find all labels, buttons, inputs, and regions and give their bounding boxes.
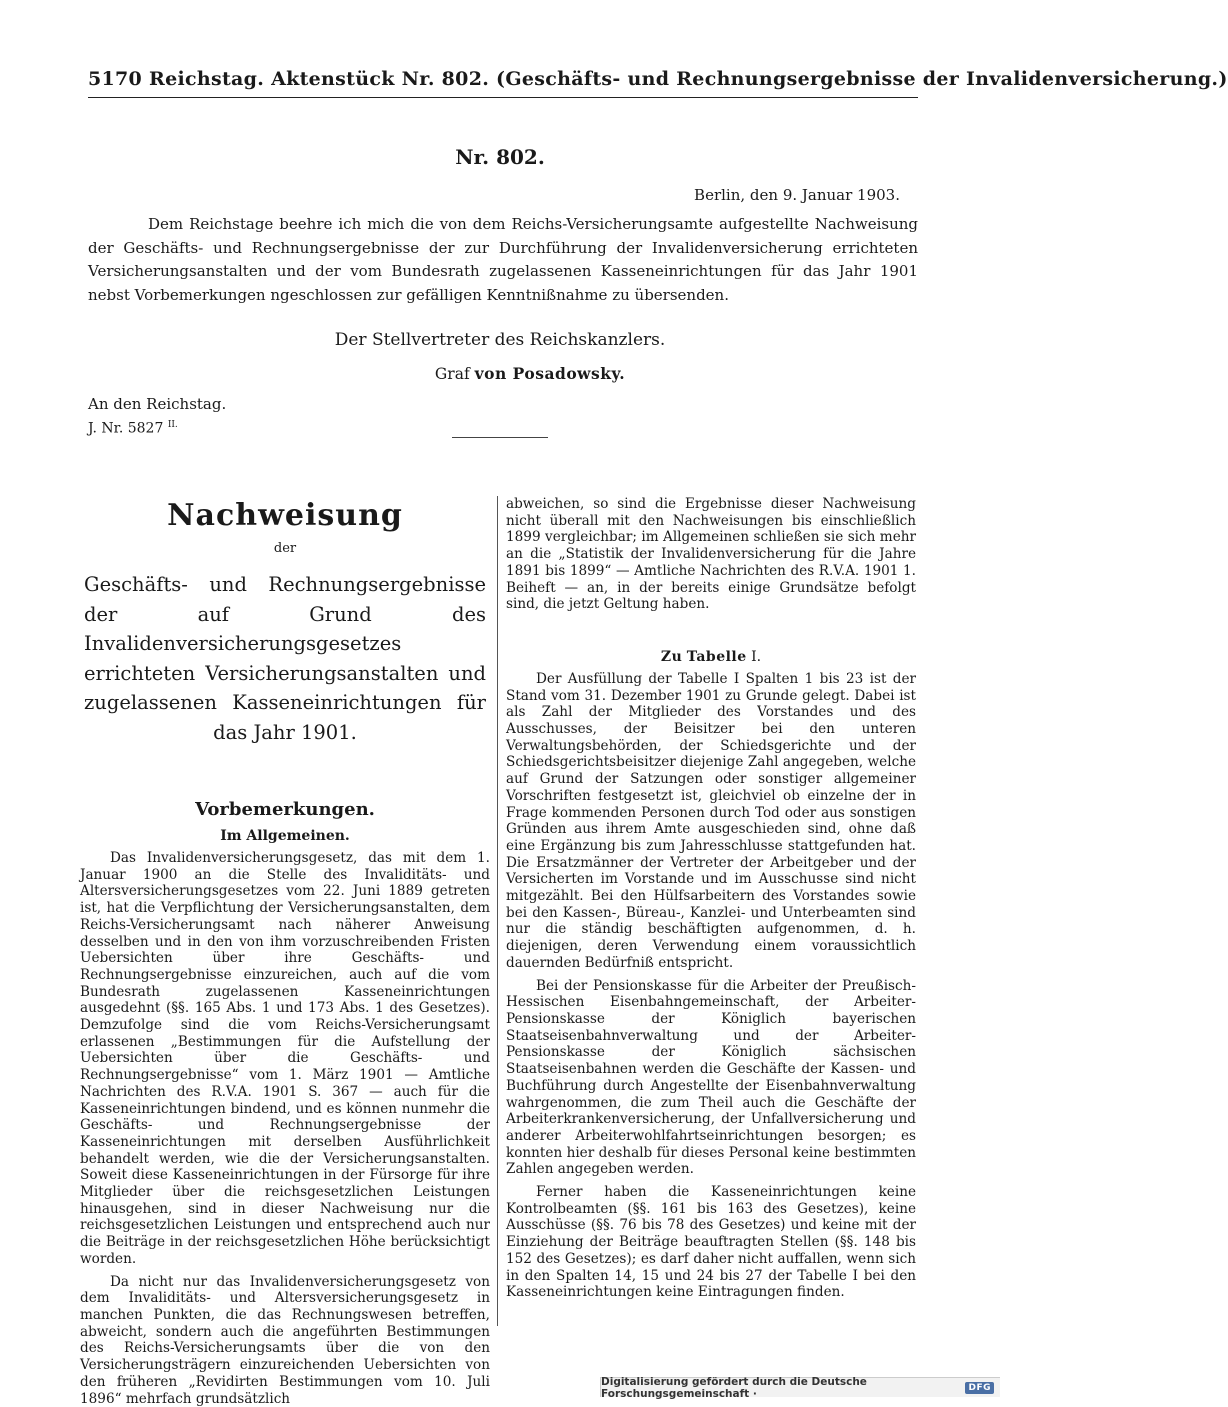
digitization-footer	[600, 1375, 1000, 1400]
separator-rule	[452, 437, 548, 438]
paragraph-2-continued: abweichen, so sind die Ergebnisse dieser Nachweisung nicht überall mit den Nachweisungen bis einschließlich 1899 vergleichbar; im Allgemeinen schließen sie sich mehr an die „Statistik der Invalidenversicherung für die Jahre 1891 bis 1899“ — Amtliche Nachrichten des R.V.A. 1901 1. Beiheft — an, in der bereits einige Grundsätze befolgt sind, die jetzt Geltung haben.	[506, 496, 916, 613]
signer-title: Der Stellvertreter des Reichskanzlers.	[334, 330, 666, 350]
paragraph-2: Da nicht nur das Invalidenversicherungsgesetz von dem Invaliditäts- und Altersversicherungsgesetz in manchen Punkten, die das Rechnungswesen betreffen, abweicht, sondern auch die angeführten Bestimmungen des Reichs-Versicherungsamts über die von den Versicherungsträgern einzureichenden Uebersichten von den früheren „Revidirten Bestimmungen vom 10. Juli 1896“ mehrfach grundsätzlich	[80, 1273, 490, 1407]
recipient: An den Reichstag.	[88, 395, 227, 413]
running-header: 5170 Reichstag. Aktenstück Nr. 802. (Geschäfts- und Rechnungsergebnisse der Invalidenversicherung.)	[88, 68, 1228, 90]
footer-text: Digitalisierung gefördert durch die Deutsche Forschungsgemeinschaft ·	[601, 1375, 867, 1400]
section-heading-number: I.	[751, 648, 762, 665]
left-column	[80, 496, 490, 1407]
section-heading-prefix: Zu	[660, 648, 683, 665]
dfg-logo-icon: DFG	[965, 1382, 994, 1394]
paragraph-3: Der Ausfüllung der Tabelle I Spalten 1 bis 23 ist der Stand vom 31. Dezember 1901 zu Grunde gelegt. Dabei ist als Zahl der Mitglieder des Vorstandes und des Ausschusses, der Beisitzer bei den unteren Verwaltungsbehörden, der Schiedsgerichte und der Schiedsgerichtsbeisitzer diejenige Zahl angegeben, welche auf Grund der Satzungen oder sonstiger allgemeiner Vorschriften festgesetzt ist, gleichviel ob einzelne der in Frage kommenden Personen durch Tod oder aus sonstigen Gründen aus ihrem Amte ausgeschieden sind, ohne daß eine Ergänzung bis zum Jahresschlusse stattgefunden hat. Die Ersatzmänner der Vertreter der Arbeitgeber und der Versicherten im Vorstande und im Ausschusse sind nicht mitgezählt. Bei den Hülfsarbeitern des Vorstandes sowie bei den Kassen-, Büreau-, Kanzlei- und Unterbeamten sind nur die ständig beschäftigten aufgenommen, d. h. diejenigen, deren Verwendung einem voraussichtlich dauernden Bedürfniß entspricht.	[506, 670, 916, 971]
paragraph-5: Ferner haben die Kasseneinrichtungen keine Kontrolbeamten (§§. 161 bis 163 des Gesetzes), keine Ausschüsse (§§. 76 bis 78 des Gesetzes) und keine mit der Einziehung der Beiträge beauftragten Stellen (§§. 148 bis 152 des Gesetzes); es darf daher nicht auffallen, wenn sich in den Spalten 14, 15 und 24 bis 27 der Tabelle I bei den Kasseneinrichtungen keine Eintragungen finden.	[506, 1184, 916, 1301]
reference-number-main: J. Nr. 5827	[88, 420, 164, 437]
cover-letter-body: Dem Reichstage beehre ich mich die von dem Reichs-Versicherungsamte aufgestellte Nachweisung der Geschäfts- und Rechnungsergebnisse der zur Durchführung der Invalidenversicherung errichteten Versicherungsanstalten und der vom Bundesrath zugelassenen Kasseneinrichtungen für das Jahr 1901 nebst Vorbemerkungen ngeschlossen zur gefälligen Kenntnißnahme zu übersenden.	[88, 215, 918, 304]
section-heading-label: Tabelle	[686, 648, 747, 665]
signer-name	[0, 364, 1000, 383]
reference-number	[88, 420, 178, 437]
signer-prefix: Graf	[434, 365, 470, 383]
header-rule	[88, 97, 918, 98]
nachweisung-title: Nachweisung	[167, 498, 403, 533]
dateline: Berlin, den 9. Januar 1903.	[694, 186, 900, 204]
paragraph-1: Das Invalidenversicherungsgesetz, das mit dem 1. Januar 1900 an die Stelle des Invaliditäts- und Altersversicherungsgesetzes vom 22. Juni 1889 getreten ist, hat die Verpflichtung der Versicherungsanstalten, dem Reichs-Versicherungsamt nach näherer Anweisung desselben und in den von ihm vorzuschreibenden Fristen Uebersichten über ihre Geschäfts- und Rechnungsergebnisse einzureichen, auch auf die vom Bundesrath zugelassenen Kasseneinrichtungen ausgedehnt (§§. 165 Abs. 1 und 173 Abs. 1 des Gesetzes). Demzufolge sind die vom Reichs-Versicherungsamt erlassenen „Bestimmungen für die Aufstellung der Uebersichten über die Geschäfts- und Rechnungsergebnisse“ vom 1. März 1901 — Amtliche Nachrichten des R.V.A. 1901 S. 367 — auch für die Kasseneinrichtungen bindend, und es können nunmehr die Geschäfts- und Rechnungsergebnisse der Kasseneinrichtungen mit derselben Ausführlichkeit behandelt werden, wie die der Versicherungsanstalten. Soweit diese Kasseneinrichtungen in der Fürsorge für ihre Mitglieder über die reichsgesetzlichen Leistungen hinausgehen, sind in dieser Nachweisung nur die reichsgesetzlichen Leistungen und entsprechend auch nur die Beiträge in der reichsgesetzlichen Höhe berücksichtigt worden.	[80, 850, 490, 1267]
reference-number-suffix: II.	[167, 420, 178, 430]
signer-surname: von Posadowsky.	[474, 364, 626, 383]
paragraph-4: Bei der Pensionskasse für die Arbeiter der Preußisch-Hessischen Eisenbahngemeinschaft, der Arbeiter-Pensionskasse der Königlich bayerischen Staatseisenbahnverwaltung und der Arbeiter-Pensionskasse der Königlich sächsischen Staatseisenbahnen werden die Geschäfte der Kassen- und Buchführung durch Angestellte der Eisenbahnverwaltung wahrgenommen, die zum Theil auch die Geschäfte der Arbeiterkrankenversicherung, der Unfallversicherung und anderer Arbeiterwohlfahrtseinrichtungen besorgen; es konnten hier deshalb für dieses Personal keine bestimmten Zahlen angegeben werden.	[506, 977, 916, 1178]
title-der: der	[273, 541, 297, 556]
document-number: Nr. 802.	[455, 145, 545, 169]
right-column	[506, 496, 916, 1301]
section-heading-tabelle-1	[506, 649, 916, 665]
nachweisung-subtitle: Geschäfts- und Rechnungsergebnisse der auf Grund des Invalidenversicherungsgesetzes errichteten Versicherungsanstalten und zugelassenen Kasseneinrichtungen für das Jahr 1901.	[84, 573, 486, 744]
vorbemerkungen-heading: Vorbemerkungen.	[195, 799, 375, 820]
column-divider	[497, 496, 498, 1326]
im-allgemeinen-heading: Im Allgemeinen.	[220, 828, 350, 844]
